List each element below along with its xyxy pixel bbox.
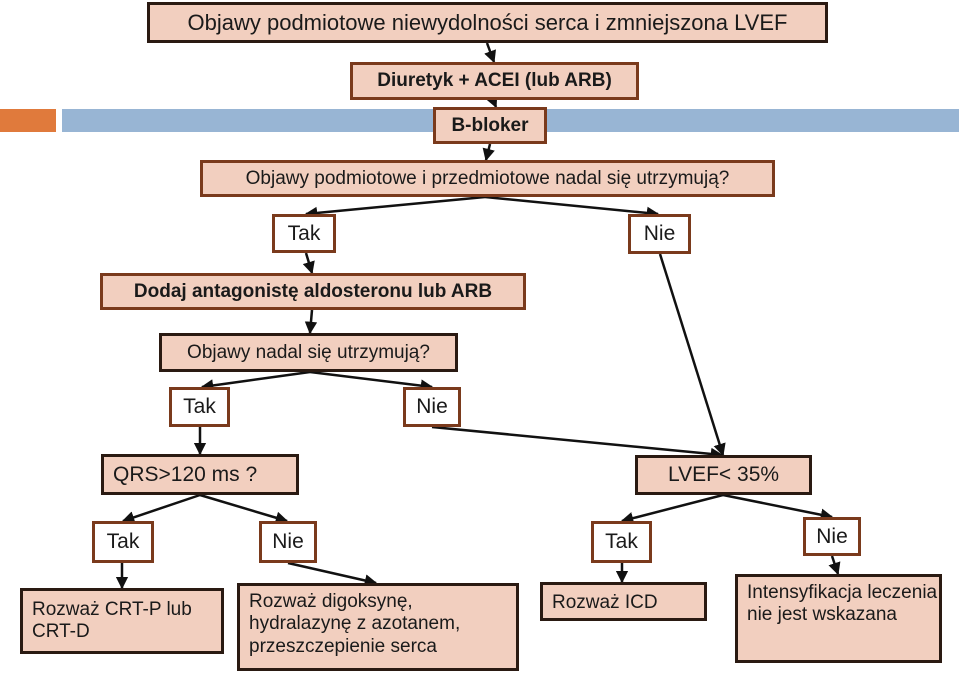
qrs-yes-box [92, 521, 154, 563]
question1-no-box [628, 214, 691, 254]
question2-box [159, 333, 458, 372]
intensify-box [735, 574, 942, 663]
lvef-box-text: LVEF< 35% [667, 463, 780, 486]
lvef-yes-text: Tak [605, 530, 638, 553]
qrs-box [101, 454, 299, 495]
arrow-q2no-to-lvef [432, 427, 722, 455]
arrow-lvef-to-yes [622, 495, 723, 521]
arrow-lvefno-to-intensify [832, 556, 838, 574]
question2-box-text: Objawy nadal się utrzymują? [187, 341, 430, 363]
aldosterone-box-text: Dodaj antagonistę aldosteronu lub ARB [133, 280, 493, 302]
arrow-question1-to-yes [306, 197, 485, 214]
crt-box [20, 588, 224, 654]
arrow-qrsno-to-digoxin [288, 563, 376, 583]
arrow-qrs-to-no [200, 495, 287, 521]
question2-no-text: Nie [416, 395, 448, 418]
diuretic-box-text: Diuretyk + ACEI (lub ARB) [377, 70, 612, 91]
crt-box-text: Rozważ CRT-P lub CRT-D [32, 599, 192, 643]
start-box-text: Objawy podmiotowe niewydolności serca i zmniejszona LVEF [187, 9, 788, 35]
arrow-bblocker-to-question1 [486, 144, 490, 160]
arrow-question1-to-no [485, 197, 658, 214]
question2-no-box [403, 387, 461, 427]
intensify-box-text: Intensyfikacja leczenia nie jest wskazana [747, 582, 938, 626]
question1-no-text: Nie [643, 222, 676, 245]
arrow-aldosterone-to-question2 [310, 310, 312, 333]
arrow-diuretic-to-bblocker [493, 100, 496, 107]
start-box [147, 2, 828, 43]
icd-box [540, 582, 707, 621]
arrow-lvef-to-no [723, 495, 832, 517]
lvef-box [635, 455, 812, 495]
digoxin-box-text: Rozważ digoksynę, hydralazynę z azotanem, przeszczepienie serca [249, 591, 461, 657]
qrs-yes-text: Tak [106, 530, 140, 553]
arrow-no-to-lvef [660, 254, 723, 455]
arrow-yes-to-aldosterone [306, 253, 312, 273]
lvef-no-box [803, 517, 861, 556]
aldosterone-box [100, 273, 526, 310]
question1-yes-text: Tak [287, 221, 321, 245]
bblocker-box [433, 107, 547, 144]
question1-box [200, 160, 775, 197]
question1-yes-box [272, 214, 336, 253]
arrow-question2-to-no [310, 372, 432, 387]
digoxin-box [237, 583, 519, 671]
arrow-qrs-to-yes [123, 495, 200, 521]
bblocker-box-text: B-bloker [451, 114, 529, 136]
question1-box-text: Objawy podmiotowe i przedmiotowe nadal się utrzymują? [245, 167, 730, 189]
question2-yes-text: Tak [183, 395, 216, 418]
qrs-box-text: QRS>120 ms ? [113, 462, 258, 486]
question2-yes-box [169, 387, 230, 427]
lvef-no-text: Nie [816, 524, 848, 548]
qrs-no-box [259, 521, 317, 563]
arrow-question2-to-yes [202, 372, 310, 387]
lvef-yes-box [591, 521, 652, 563]
arrow-top-to-diuretic [487, 43, 494, 62]
icd-box-text: Rozważ ICD [552, 592, 658, 613]
diuretic-box [350, 62, 639, 100]
qrs-no-text: Nie [272, 530, 304, 553]
